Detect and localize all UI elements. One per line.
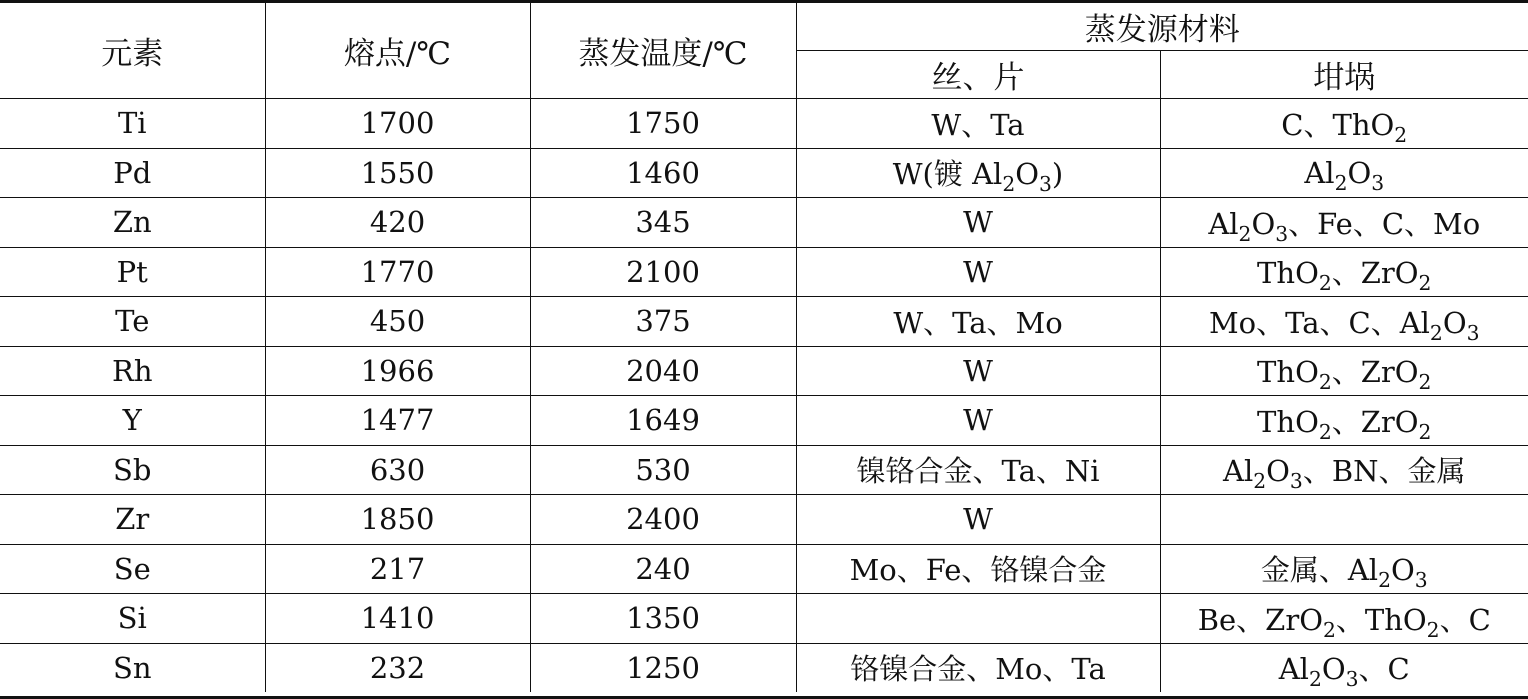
cell-evaporation-temp: 345 [530, 198, 796, 248]
cell-wire-sheet: W [796, 495, 1160, 545]
table-row [0, 99, 1528, 149]
cell-evaporation-temp: 2400 [530, 495, 796, 545]
cell-melting-point: 1966 [265, 346, 530, 396]
cell-evaporation-temp: 530 [530, 445, 796, 495]
cell-evaporation-temp: 2040 [530, 346, 796, 396]
cell-crucible: Be、ZrO$_2$、ThO$_2$、C [1160, 594, 1528, 644]
cell-melting-point: 1700 [265, 99, 530, 149]
cell-evaporation-temp: 240 [530, 544, 796, 594]
cell-melting-point: 217 [265, 544, 530, 594]
cell-wire-sheet: 镍铬合金、Ta、Ni [796, 445, 1160, 495]
cell-melting-point: 1477 [265, 396, 530, 446]
cell-crucible: ThO$_2$、ZrO$_2$ [1160, 247, 1528, 297]
cell-crucible: $Al_2O_3$ [1160, 148, 1528, 198]
table-row [0, 247, 1528, 297]
cell-crucible: C、ThO$_2$ [1160, 99, 1528, 149]
table-row [0, 643, 1528, 692]
cell-crucible: ThO$_2$、ZrO$_2$ [1160, 396, 1528, 446]
cell-melting-point: 1550 [265, 148, 530, 198]
header-melting-point: 熔点/℃ [265, 3, 530, 99]
cell-element: Si [0, 594, 265, 644]
table-header [0, 3, 1528, 99]
cell-evaporation-temp: 375 [530, 297, 796, 347]
cell-element: Pt [0, 247, 265, 297]
table-row [0, 594, 1528, 644]
cell-melting-point: 1410 [265, 594, 530, 644]
header-crucible: 坩埚 [1160, 51, 1528, 99]
cell-element: Zr [0, 495, 265, 545]
table-body [0, 99, 1528, 693]
cell-element: Sb [0, 445, 265, 495]
cell-element: Ti [0, 99, 265, 149]
cell-wire-sheet: 铬镍合金、Mo、Ta [796, 643, 1160, 692]
table-row [0, 445, 1528, 495]
cell-element: Te [0, 297, 265, 347]
cell-wire-sheet: W [796, 198, 1160, 248]
table-row [0, 346, 1528, 396]
cell-crucible: Mo、Ta、C、$Al_2O_3$ [1160, 297, 1528, 347]
cell-element: Rh [0, 346, 265, 396]
cell-melting-point: 1770 [265, 247, 530, 297]
table-row [0, 396, 1528, 446]
evaporation-source-table [0, 3, 1528, 692]
cell-melting-point: 630 [265, 445, 530, 495]
cell-wire-sheet [796, 594, 1160, 644]
cell-wire-sheet: W、Ta、Mo [796, 297, 1160, 347]
cell-wire-sheet: W [796, 247, 1160, 297]
cell-crucible: $Al_2O_3$、BN、金属 [1160, 445, 1528, 495]
cell-crucible [1160, 495, 1528, 545]
cell-melting-point: 1850 [265, 495, 530, 545]
cell-wire-sheet: W [796, 346, 1160, 396]
cell-evaporation-temp: 1750 [530, 99, 796, 149]
cell-melting-point: 420 [265, 198, 530, 248]
table-row [0, 495, 1528, 545]
cell-evaporation-temp: 1350 [530, 594, 796, 644]
cell-crucible: $Al_2O_3$、Fe、C、Mo [1160, 198, 1528, 248]
table-row [0, 297, 1528, 347]
header-wire-sheet: 丝、片 [796, 51, 1160, 99]
header-element: 元素 [0, 3, 265, 99]
header-row-1 [0, 3, 1528, 51]
table-row [0, 148, 1528, 198]
cell-evaporation-temp: 1460 [530, 148, 796, 198]
header-evaporation-temp: 蒸发温度/℃ [530, 3, 796, 99]
header-source-material: 蒸发源材料 [796, 3, 1528, 51]
cell-evaporation-temp: 1649 [530, 396, 796, 446]
table-row [0, 198, 1528, 248]
cell-crucible: 金属、$Al_2O_3$ [1160, 544, 1528, 594]
cell-melting-point: 450 [265, 297, 530, 347]
cell-evaporation-temp: 2100 [530, 247, 796, 297]
cell-element: Sn [0, 643, 265, 692]
cell-element: Y [0, 396, 265, 446]
cell-wire-sheet: W(镀 $Al_2O_3$) [796, 148, 1160, 198]
cell-wire-sheet: W、Ta [796, 99, 1160, 149]
cell-crucible: $Al_2O_3$、C [1160, 643, 1528, 692]
cell-wire-sheet: Mo、Fe、铬镍合金 [796, 544, 1160, 594]
cell-element: Pd [0, 148, 265, 198]
cell-wire-sheet: W [796, 396, 1160, 446]
cell-evaporation-temp: 1250 [530, 643, 796, 692]
cell-element: Zn [0, 198, 265, 248]
cell-element: Se [0, 544, 265, 594]
table-row [0, 544, 1528, 594]
cell-crucible: ThO$_2$、ZrO$_2$ [1160, 346, 1528, 396]
cell-melting-point: 232 [265, 643, 530, 692]
